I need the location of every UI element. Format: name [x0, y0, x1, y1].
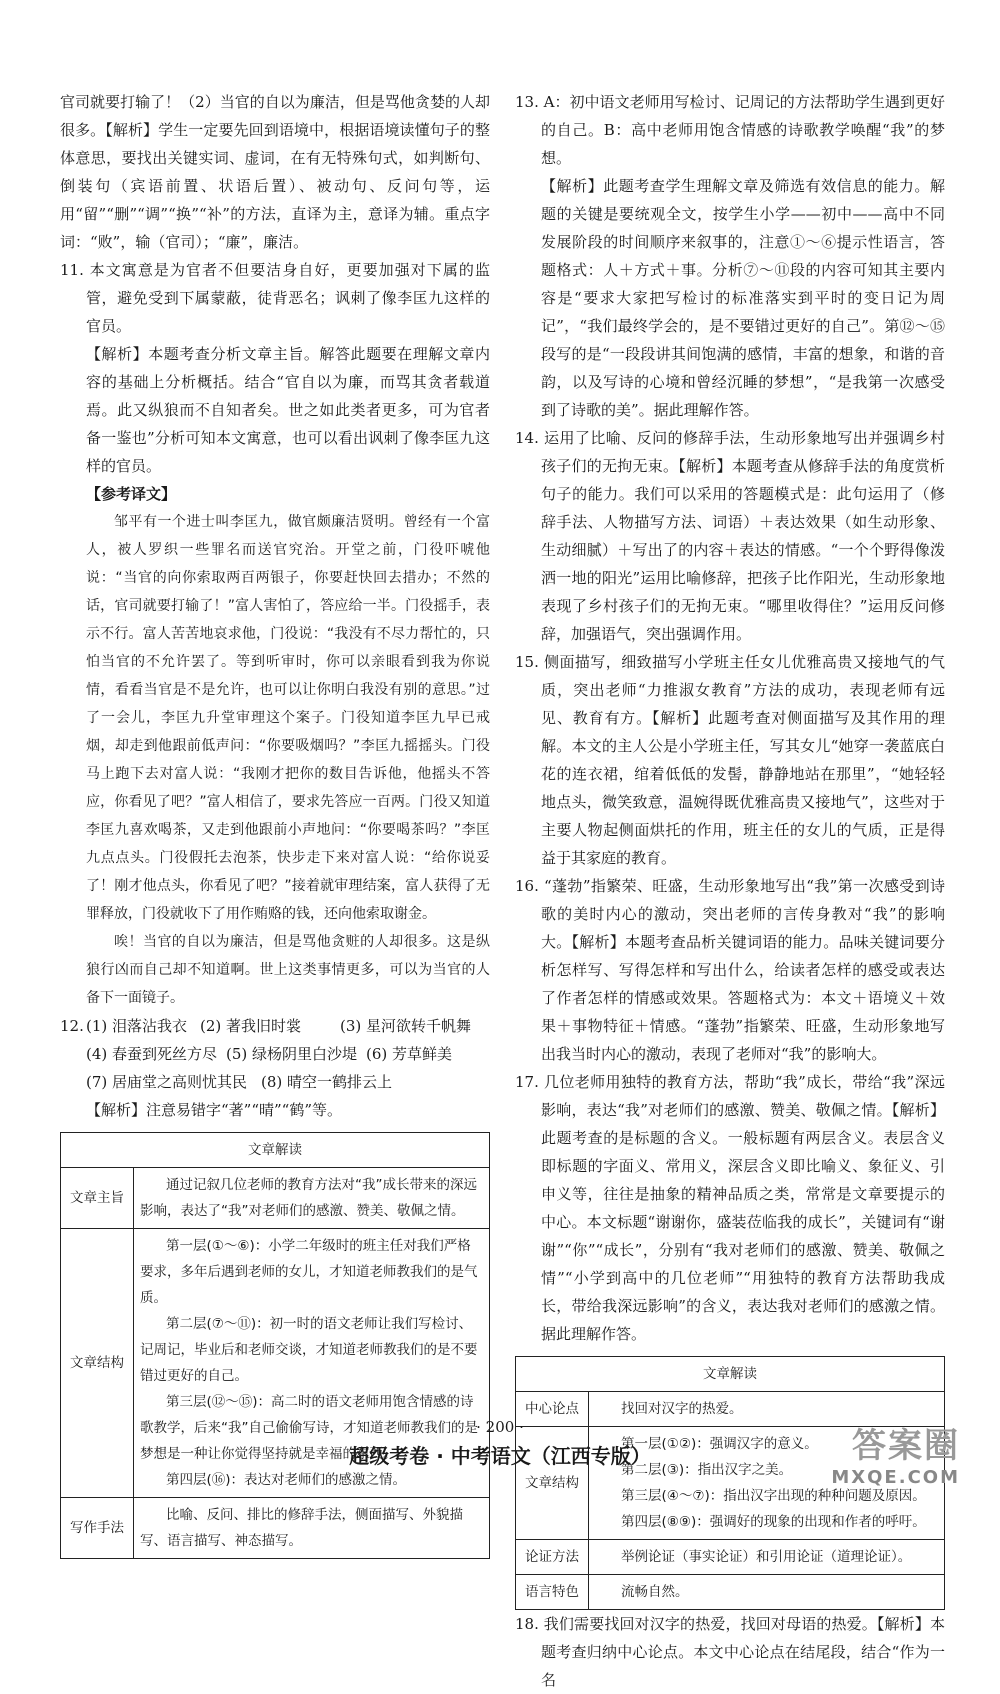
q13-answer: 13. A：初中语文老师用写检讨、记周记的方法帮助学生遇到更好的自己。B：高中老师用饱含情感的诗歌教学唤醒“我”的梦想。: [515, 93, 945, 167]
watermark-url: MXQE.COM: [831, 1467, 960, 1488]
table-header: 文章解读: [516, 1357, 945, 1392]
row-content: 举例论证（事实论证）和引用论证（道理论证）。: [589, 1540, 945, 1575]
q11-analysis: 【解析】本题考查分析文章主旨。解答此题要在理解文章内容的基础上分析概括。结合“官自以为廉，而骂其贪者载道焉。此又纵狼而不自知者矣。世之如此类者更多，可为官者备一鉴也”分析可知本文寓意，也可以看出讽刺了像李匡九这样的官员。: [86, 345, 490, 475]
structure-line: 第二层(③)：指出汉字之美。: [621, 1462, 793, 1478]
q10-answer-cont: 官司就要打输了！（2）当官的自以为廉洁，但是骂他贪婪的人却很多。【解析】学生一定要先回到语境中，根据语境读懂句子的整体意思，要找出关键实词、虚词，在有无特殊句式，如判断句、倒装句（宾语前置、状语后置）、被动句、反问句等，运用“留”“删”“调”“换”“补”的方法，直译为主，意译为辅。重点字词：“败”，输（官司）；“廉”，廉洁。: [60, 93, 490, 251]
structure-line: 第二层(⑦～⑪)：初一时的语文老师让我们写检讨、记周记，毕业后和老师交谈，才知道老师教我们的是不要错过更好的自己。: [140, 1316, 478, 1384]
row-label: 文章结构: [516, 1427, 589, 1540]
row-label: 写作手法: [61, 1498, 134, 1559]
watermark-logo: [831, 1418, 960, 1488]
row-content: 流畅自然。: [589, 1575, 945, 1610]
row-label: 中心论点: [516, 1392, 589, 1427]
book-title: 超级考卷 · 中考语文（江西专版）: [349, 1444, 651, 1468]
q13-analysis: 【解析】此题考查学生理解文章及筛选有效信息的能力。解题的关键是要统观全文，按学生小学——初中——高中不同发展阶段的时间顺序来叙事的，注意①～⑥提示性语言，答题格式：人＋方式＋事。分析⑦～⑪段的内容可知其主要内容是“要求大家把写检讨的标准落实到平时的变日记为周记”，“我们最终学会的，是不要错过更好的自己”。第⑫～⑮段写的是“一段段讲其间饱满的感情，丰富的想象，和谐的音韵，以及写诗的心境和曾经沉睡的梦想”，“是我第一次感受到了诗歌的美”。据此理解作答。: [541, 177, 945, 419]
q11-answer: 11. 本文寓意是为官者不但要洁身自好，更要加强对下属的监管，避免受到下属蒙蔽，徒背恶名；讽刺了像李匡九这样的官员。: [60, 261, 490, 335]
q12-number: 12.: [60, 1017, 84, 1035]
q14-answer: 14. 运用了比喻、反问的修辞手法，生动形象地写出并强调乡村孩子们的无拘无束。【解析】本题考查从修辞手法的角度赏析句子的能力。我们可以采用的答题模式是：此句运用了（修辞手法、人物描写方法、词语）＋表达效果（如生动形象、生动细腻）＋写出了的内容＋表达的情感。“一个个野得像泼洒一地的阳光”运用比喻修辞，把孩子比作阳光，生动形象地表现了乡村孩子们的无拘无束。“哪里收得住？”运用反问修辞，加强语气，突出强调作用。: [515, 429, 945, 643]
poem-line: (3) 星河欲转千帆舞: [340, 1017, 472, 1035]
structure-line: 第一层(①～⑥)：小学二年级时的班主任对我们严格要求，多年后遇到老师的女儿，才知道老师教我们的是气质。: [140, 1238, 478, 1306]
poem-line: (4) 春蚕到死丝方尽: [86, 1045, 218, 1063]
table-header: 文章解读: [61, 1133, 490, 1168]
poem-line: (1) 泪落沾我衣: [86, 1017, 188, 1035]
left-column: [60, 88, 490, 1559]
row-content: 比喻、反问、排比的修辞手法，侧面描写、外貌描写、语言描写、神态描写。: [134, 1498, 490, 1559]
row-label: 文章结构: [61, 1229, 134, 1498]
poem-line: (6) 芳草鲜美: [366, 1045, 453, 1063]
poem-line: (5) 绿杨阴里白沙堤: [226, 1045, 358, 1063]
article-analysis-table-left: [60, 1132, 490, 1559]
structure-line: 第四层(⑧⑨)：强调好的现象的出现和作者的呼吁。: [621, 1514, 926, 1530]
poem-line: (8) 晴空一鹤排云上: [261, 1073, 393, 1091]
page-number: · 200 ·: [476, 1418, 524, 1436]
ref-translation-p2: 唉！当官的自以为廉洁，但是骂他贪赃的人却很多。这是纵狼行凶而自己却不知道啊。世上这类事情更多，可以为当官的人备下一面镜子。: [86, 934, 490, 1006]
row-label: 论证方法: [516, 1540, 589, 1575]
row-content: 找回对汉字的热爱。: [589, 1392, 945, 1427]
q16-answer: 16. “蓬勃”指繁荣、旺盛，生动形象地写出“我”第一次感受到诗歌的美时内心的激动，突出老师的言传身教对“我”的影响大。【解析】本题考查品析关键词语的能力。品味关键词要分析怎样写、写得怎样和写出什么，给读者怎样的感受或表达了作者怎样的情感或效果。答题格式为：本文＋语境义＋效果＋事物特征＋情感。“蓬勃”指繁荣、旺盛，生动形象地写出我当时内心的激动，表现了老师对“我”的影响大。: [515, 877, 945, 1063]
poem-line: (7) 居庙堂之高则忧其民: [86, 1073, 248, 1091]
structure-line: 第三层(⑫～⑮)：高二时的语文老师用饱含情感的诗歌教学，后来“我”自己偷偷写诗，才知道老师教我们的是梦想是一种让你觉得坚持就是幸福的东西。: [140, 1394, 478, 1462]
q15-answer: 15. 侧面描写，细致描写小学班主任女儿优雅高贵又接地气的气质，突出老师“力推淑女教育”方法的成功，表现老师有远见、教育有方。【解析】此题考查对侧面描写及其作用的理解。本文的主人公是小学班主任，写其女儿“她穿一袭蓝底白花的连衣裙，绾着低低的发髻，静静地站在那里”，“她轻轻地点头，微笑致意，温婉得既优雅高贵又接地气”，这些对于主要人物起侧面烘托的作用，班主任的女儿的气质，正是得益于其家庭的教育。: [515, 653, 945, 867]
row-content: 通过记叙几位老师的教育方法对“我”成长带来的深远影响，表达了“我”对老师们的感激、赞美、敬佩之情。: [134, 1168, 490, 1229]
row-label: 文章主旨: [61, 1168, 134, 1229]
row-label: 语言特色: [516, 1575, 589, 1610]
q17-answer: 17. 几位老师用独特的教育方法，帮助“我”成长，带给“我”深远影响，表达“我”对老师们的感激、赞美、敬佩之情。【解析】此题考查的是标题的含义。一般标题有两层含义。表层含义即标题的字面义、常用义，深层含义即比喻义、象征义、引申义等，往往是抽象的精神品质之类，常常是文章要提示的中心。本文标题“谢谢你，盛装莅临我的成长”，关键词有“谢谢”“你”“成长”，分别有“我对老师们的感激、赞美、敬佩之情”“小学到高中的几位老师”“用独特的教育方法帮助我成长，带给我深远影响”的含义，表达我对老师们的感激之情。据此理解作答。: [515, 1073, 945, 1343]
structure-line: 第三层(④～⑦)：指出汉字出现的种种问题及原因。: [621, 1488, 926, 1504]
ref-translation-p1: 邹平有一个进士叫李匡九，做官颇廉洁贤明。曾经有一个富人，被人罗织一些罪名而送官究治。开堂之前，门役吓唬他说：“当官的向你索取两百两银子，你要赶快回去措办；不然的话，官司就要打输了！”富人害怕了，答应给一半。门役摇手，表示不行。富人苦苦地哀求他，门役说：“我没有不尽力帮忙的，只怕当官的不允许罢了。等到听审时，你可以亲眼看到我为你说情，看看当官是不是允许，也可以让你明白我没有别的意思。”过了一会儿，李匡九升堂审理这个案子。门役知道李匡九早已戒烟，却走到他跟前低声问：“你要吸烟吗？”李匡九摇摇头。门役马上跑下去对富人说：“我刚才把你的数目告诉他，他摇头不答应，你看见了吧？”富人相信了，要求先答应一百两。门役又知道李匡九喜欢喝茶，又走到他跟前小声地问：“你要喝茶吗？”李匡九点点头。门役假托去泡茶，快步走下来对富人说：“给你说妥了！刚才他点头，你看见了吧？”接着就审理结案，富人获得了无罪释放，门役就收下了用作贿赂的钱，还向他索取谢金。: [86, 514, 490, 922]
ref-translation-title: 【参考译文】: [86, 485, 177, 503]
q12-analysis: 【解析】注意易错字“著”“晴”“鹤”等。: [86, 1101, 343, 1119]
structure-line: 第四层(⑯)：表达对老师们的感激之情。: [166, 1472, 407, 1488]
structure-line: 第一层(①②)：强调汉字的意义。: [621, 1436, 818, 1452]
poem-line: (2) 著我旧时裳: [200, 1017, 302, 1035]
watermark-text: 答案圈: [852, 1426, 960, 1466]
q12-answers: [60, 1012, 490, 1124]
q18-answer: 18. 我们需要找回对汉字的热爱，找回对母语的热爱。【解析】本题考查归纳中心论点。本文中心论点在结尾段，结合“作为一名: [515, 1615, 945, 1689]
